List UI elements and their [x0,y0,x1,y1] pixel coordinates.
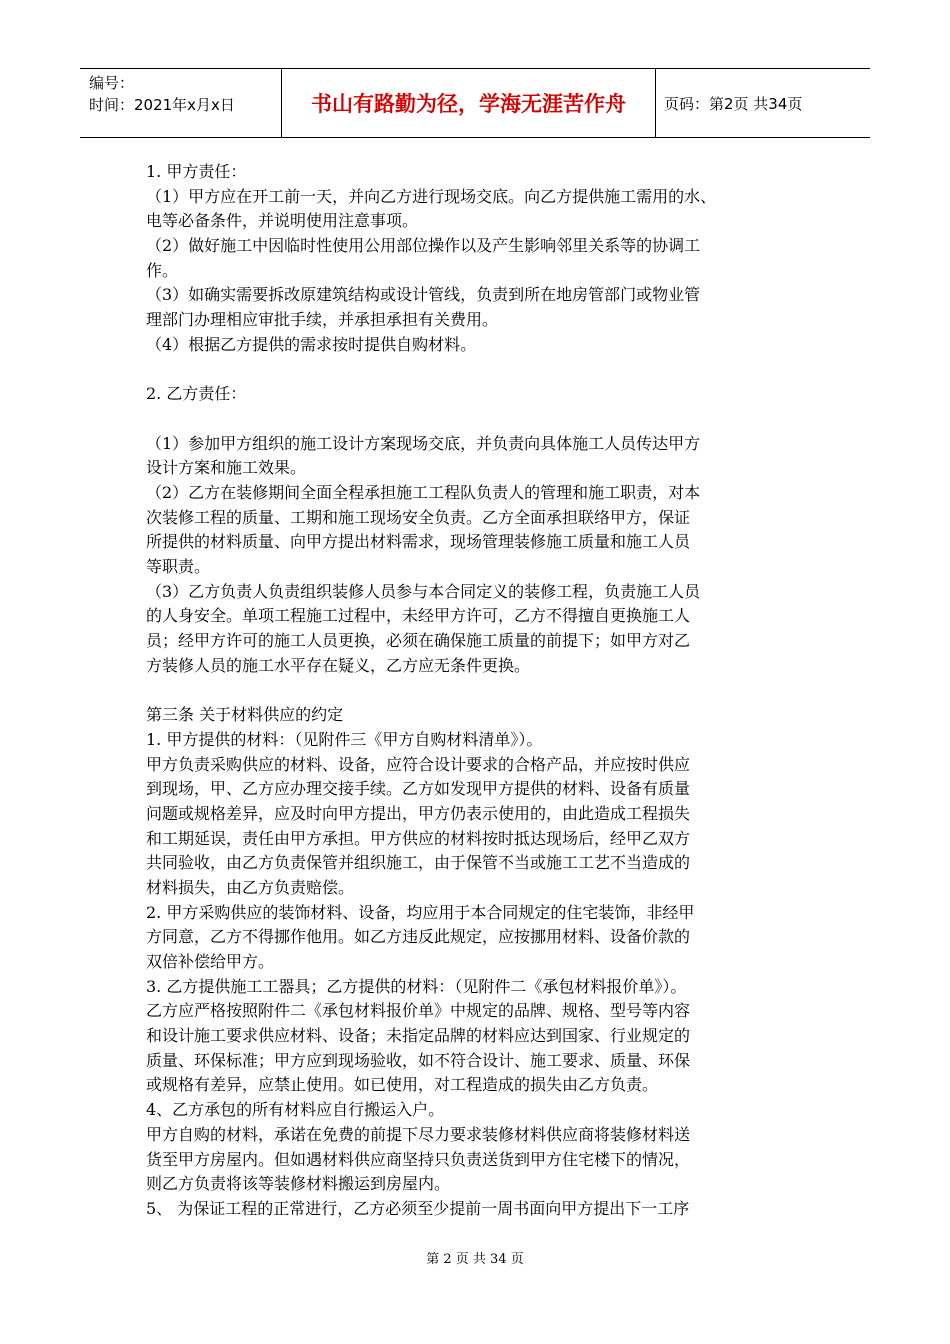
body-line: 作。 [146,260,179,280]
header-meta [80,69,282,137]
body-line: 则乙方负责将该等装修材料搬运到房屋内。 [146,1174,451,1194]
page-footer: 第 2 页 共 34 页 [426,1252,524,1267]
blank-line [146,358,806,383]
header-page-info: 页码：第2页 共34页 [664,94,803,113]
body-line: （2）做好施工中因临时性使用公用部位操作以及产生影响邻里关系等的协调工 [146,236,701,256]
blank-line [146,407,806,432]
body-line: 2. 甲方采购供应的装饰材料、设备，均应用于本合同规定的住宅装饰，非经甲 [146,902,695,922]
body-line: 所提供的材料质量、向甲方提出材料需求，现场管理装修施工质量和施工人员 [146,532,691,552]
body-line: 设计方案和施工效果。 [146,458,307,478]
body-line: 和设计施工要求供应材料、设备；未指定品牌的材料应达到国家、行业规定的 [146,1026,691,1046]
document-body [146,160,806,1222]
body-line: 2. 乙方责任： [146,384,247,404]
body-line: 双倍补偿给甲方。 [146,952,275,971]
body-line: （3）乙方负责人负责组织装修人员参与本合同定义的装修工程，负责施工人员 [146,581,701,601]
body-line: 或规格有差异，应禁止使用。如已使用，对工程造成的损失由乙方负责。 [146,1075,659,1095]
body-line: 方装修人员的施工水平存在疑义，乙方应无条件更换。 [146,655,531,675]
body-line: 甲方负责采购供应的材料、设备，应符合设计要求的合格产品，并应按时供应 [146,754,691,774]
document-number-label: 编号： [89,74,135,92]
body-line: 甲方自购的材料，承诺在免费的前提下尽力要求装修材料供应商将装修材料送 [146,1124,691,1144]
document-time-label: 时间：2021年x月x日 [89,96,235,114]
body-line: （1）甲方应在开工前一天，并向乙方进行现场交底。向乙方提供施工需用的水、 [146,186,717,206]
page-header [80,68,870,138]
body-line: 5、 为保证工程的正常进行，乙方必须至少提前一周书面向甲方提出下一工序 [146,1198,690,1218]
blank-line [146,678,806,703]
body-line: 电等必备条件，并说明使用注意事项。 [146,211,419,231]
body-line: 1. 甲方提供的材料：（见附件三《甲方自购材料清单》）。 [146,729,543,749]
body-line: 等职责。 [146,557,211,576]
header-slogan: 书山有路勤为径，学海无涯苦作舟 [282,69,656,137]
body-line: 理部门办理相应审批手续，并承担承担有关费用。 [146,310,499,330]
body-line: 和工期延误，责任由甲方承担。甲方供应的材料按时抵达现场后，经甲乙双方 [146,828,691,848]
body-line: 乙方应严格按照附件二《承包材料报价单》中规定的品牌、规格、型号等内容 [146,1001,691,1021]
body-line: 材料损失，由乙方负责赔偿。 [146,877,355,897]
body-line: 货至甲方房屋内。但如遇材料供应商坚持只负责送货到甲方住宅楼下的情况， [146,1149,691,1169]
body-line: （3）如确实需要拆改原建筑结构或设计管线，负责到所在地房管部门或物业管 [146,285,701,305]
body-line: （2）乙方在装修期间全面全程承担施工工程队负责人的管理和施工职责，对本 [146,482,701,502]
body-line: 次装修工程的质量、工期和施工现场安全负责。乙方全面承担联络甲方，保证 [146,507,691,527]
body-line: 1. 甲方责任： [146,162,247,181]
body-line: （1）参加甲方组织的施工设计方案现场交底，并负责向具体施工人员传达甲方 [146,433,701,453]
body-line: 质量、环保标准；甲方应到现场验收，如不符合设计、施工要求、质量、环保 [146,1050,691,1070]
body-line: 方同意，乙方不得挪作他用。如乙方违反此规定，应按挪用材料、设备价款的 [146,927,691,947]
body-line: 第三条 关于材料供应的约定 [146,705,344,725]
body-line: 问题或规格差异，应及时向甲方提出，甲方仍表示使用的，由此造成工程损失 [146,803,691,823]
body-line: 共同验收，由乙方负责保管并组织施工，由于保管不当或施工工艺不当造成的 [146,853,691,873]
body-line: 3. 乙方提供施工工器具；乙方提供的材料：（见附件二《承包材料报价单》）。 [146,976,687,996]
body-line: 员；经甲方许可的施工人员更换，必须在确保施工质量的前提下；如甲方对乙 [146,631,691,651]
body-line: 到现场，甲、乙方应办理交接手续。乙方如发现甲方提供的材料、设备有质量 [146,779,691,799]
body-line: （4）根据乙方提供的需求按时提供自购材料。 [146,334,477,354]
body-line: 4、乙方承包的所有材料应自行搬运入户。 [146,1100,445,1120]
body-line: 的人身安全。单项工程施工过程中，未经甲方许可，乙方不得擅自更换施工人 [146,606,691,626]
